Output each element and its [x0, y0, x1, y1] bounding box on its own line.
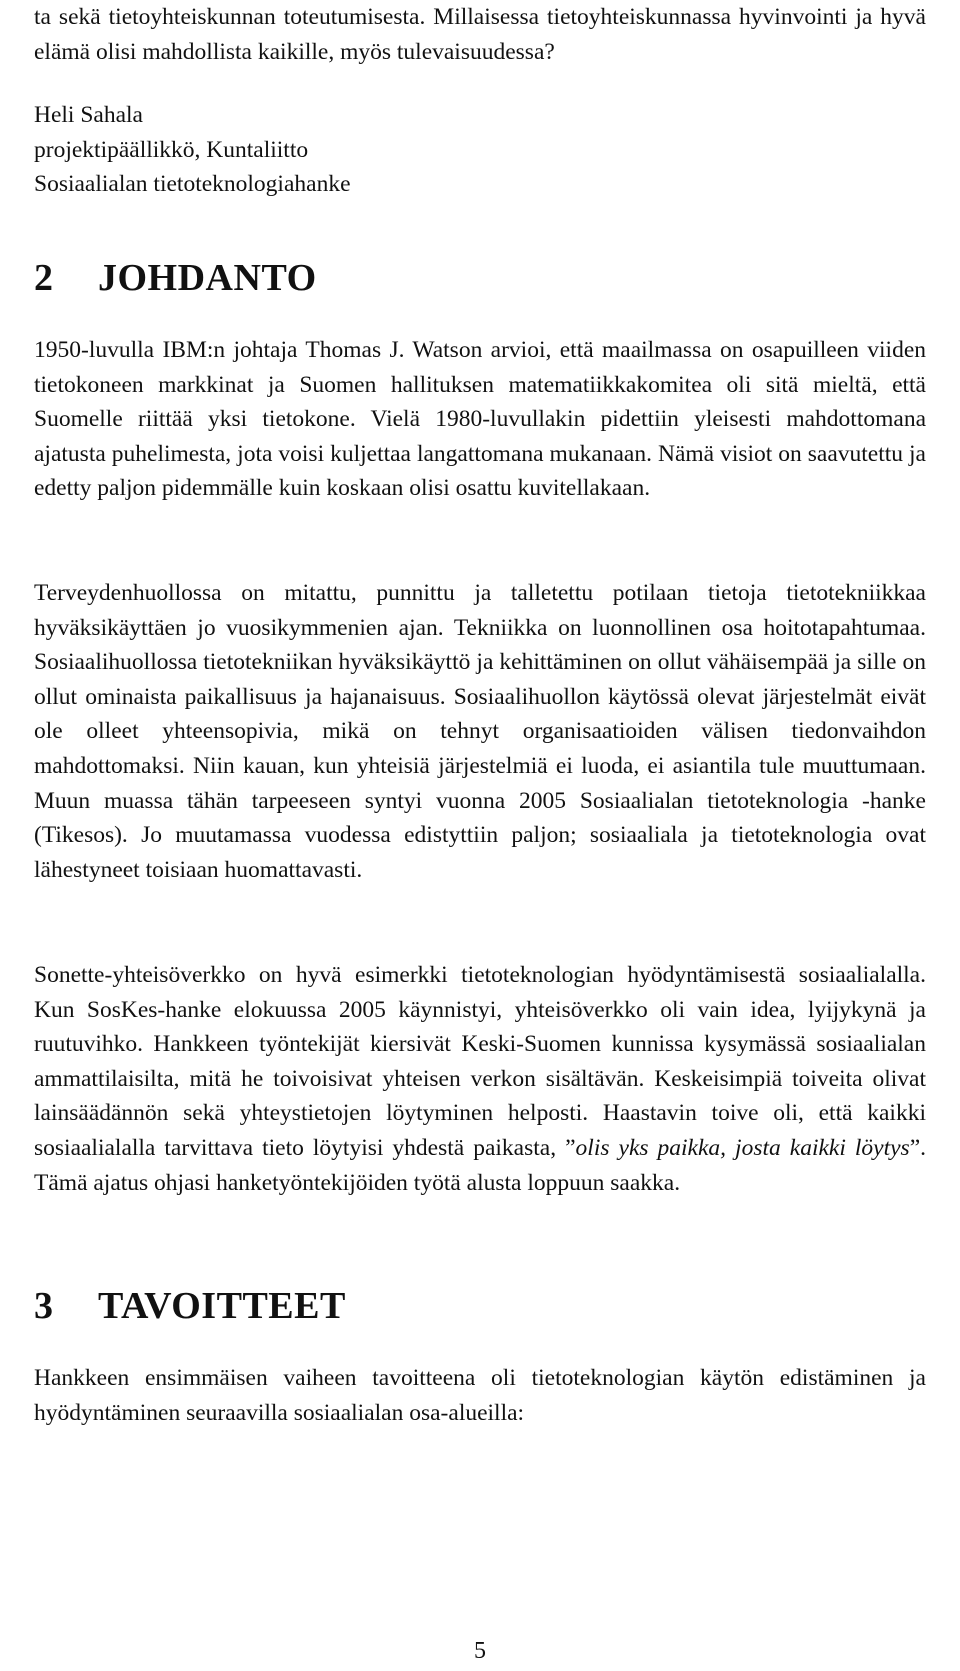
section-heading-johdanto [34, 256, 317, 300]
signature-title: projektipäällikkö, Kuntaliitto [34, 136, 309, 163]
johdanto-paragraph-2: Terveydenhuollossa on mitattu, punnittu ja talletettu potilaan tietoja tietotekniikkaa hyväksikäyttäen jo vuosikymmenien ajan. Tekniikka on luonnollinen osa hoitotapahtumaa. Sosiaalihuollossa tietotekniikan hyväksikäyttö ja kehittäminen on ollut vähäisempää ja sille on ollut ominaista paikallisuus ja hajanaisuus. Sosiaalihuollon käytössä olevat järjestelmät eivät ole olleet yhteensopivia, mikä on tehnyt organisaatioiden välisen tiedonvaihdon mahdottomaksi. Niin kauan, kun yhteisiä järjestelmiä ei luoda, ei asiantila tule muuttumaan. Muun muassa tähän tarpeeseen syntyi vuonna 2005 Sosiaalialan tietoteknologia -hanke (Tikesos). Jo muutamassa vuodessa edistyttiin paljon; sosiaaliala ja tietoteknologia ovat lähestyneet toisiaan huomattavasti. [34, 580, 926, 883]
section-heading-tavoitteet [34, 1284, 346, 1328]
quoted-wish: olis yks paikka, josta kaikki löytys [575, 1134, 910, 1161]
tavoitteet-paragraph: Hankkeen ensimmäisen vaiheen tavoitteena oli tietoteknologian käytön edistäminen ja hyödyntäminen seuraavilla sosiaalialan osa-alueilla: [34, 1365, 926, 1426]
section-number: 3 [34, 1285, 54, 1327]
page-number: 5 [474, 1638, 486, 1664]
paragraph-text-after-quote: ”. Tämä ajatus ohjasi hanketyöntekijöiden työtä alusta loppuun saakka. [34, 1134, 927, 1196]
johdanto-paragraph-3 [34, 958, 926, 1200]
intro-paragraph: ta sekä tietoyhteiskunnan toteutumisesta. Millaisessa tietoyhteiskunnassa hyvinvointi ja hyvä elämä olisi mahdollista kaikille, myös tulevaisuudessa? [34, 4, 926, 65]
signature-block [34, 98, 926, 202]
johdanto-paragraph-1: 1950-luvulla IBM:n johtaja Thomas J. Watson arvioi, että maailmassa on osapuilleen viiden tietokoneen markkinat ja Suomen hallituksen matematiikkakomitea oli sitä mieltä, että Suomelle riittää yksi tietokone. Vielä 1980-luvullakin pidettiin yleisesti mahdottomana ajatusta puhelimesta, jota voisi kuljettaa langattomana mukanaan. Nämä visiot on saavutettu ja edetty paljon pidemmälle kuin koskaan olisi osattu kuvitellakaan. [34, 337, 926, 502]
signature-name: Heli Sahala [34, 102, 143, 128]
section-title: TAVOITTEET [98, 1285, 346, 1327]
paragraph-text-before-quote: Sonette-yhteisöverkko on hyvä esimerkki tietoteknologian hyödyntämisestä sosiaalialalla. Kun SosKes-hanke elokuussa 2005 käynnistyi, yhteisöverkko oli vain idea, lyijykynä ja ruutuvihko. Hankkeen työntekijät kiersivät Keski-Suomen kunnissa kysymässä sosiaalialan ammattilaisilta, mitä he toivoisivat yhteisen verkon sisältävän. Keskeisimpiä toiveita olivat lainsäädännön sekä yhteystietojen löytyminen helposti. Haastavin toive oli, että kaikki sosiaalialalla tarvittava tieto löytyisi yhdestä paikasta, ” [34, 962, 926, 1161]
section-number: 2 [34, 257, 54, 299]
section-title: JOHDANTO [98, 257, 317, 299]
signature-project: Sosiaalialan tietoteknologiahanke [34, 171, 351, 198]
